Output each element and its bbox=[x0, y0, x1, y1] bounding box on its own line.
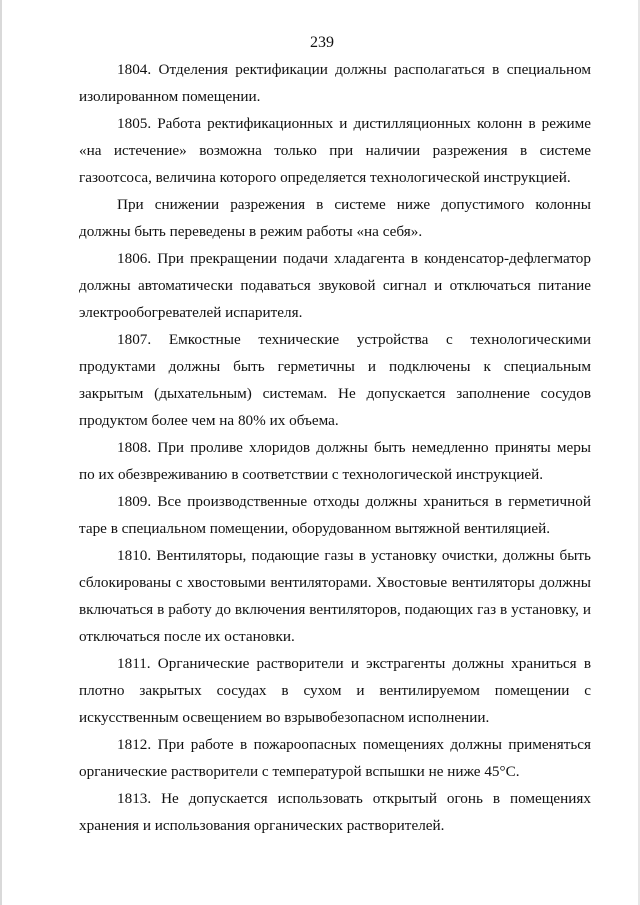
paragraph-1805-continued: При снижении разрежения в системе ниже допустимого колонны должны быть переведены в режим работы «на себя». bbox=[79, 196, 591, 240]
paragraph-1805: 1805. Работа ректификационных и дистилляционных колонн в режиме «на истечение» возможна только при наличии разрежения в системе газоотсоса, величина которого определяется технологической инструкцией. bbox=[79, 115, 591, 186]
paragraph-1812: 1812. При работе в пожароопасных помещениях должны применяться органические растворители с температурой вспышки не ниже 45°С. bbox=[79, 736, 591, 780]
paragraph-1808: 1808. При проливе хлоридов должны быть немедленно приняты меры по их обезвреживанию в соответствии с технологической инструкцией. bbox=[79, 439, 591, 483]
paragraph-1813: 1813. Не допускается использовать открытый огонь в помещениях хранения и использования органических растворителей. bbox=[79, 790, 591, 834]
paragraph-1807: 1807. Емкостные технические устройства с технологическими продуктами должны быть герметичны и подключены к специальным закрытым (дыхательным) системам. Не допускается заполнение сосудов продуктом более чем на 80% их объема. bbox=[79, 331, 591, 429]
document-body bbox=[79, 56, 591, 839]
paragraph-1809: 1809. Все производственные отходы должны храниться в герметичной таре в специальном помещении, оборудованном вытяжной вентиляцией. bbox=[79, 493, 591, 537]
paragraph-1811: 1811. Органические растворители и экстрагенты должны храниться в плотно закрытых сосудах в сухом и вентилируемом помещении с искусственным освещением во взрывобезопасном исполнении. bbox=[79, 655, 591, 726]
paragraph-1806: 1806. При прекращении подачи хладагента в конденсатор-дефлегматор должны автоматически подаваться звуковой сигнал и отключаться питание электрообогревателей испарителя. bbox=[79, 250, 591, 321]
page-number: 239 bbox=[310, 34, 334, 51]
paragraph-1804: 1804. Отделения ректификации должны располагаться в специальном изолированном помещении. bbox=[79, 61, 591, 105]
paragraph-1810: 1810. Вентиляторы, подающие газы в установку очистки, должны быть сблокированы с хвостовыми вентиляторами. Хвостовые вентиляторы должны включаться в работу до включения вентиляторов, подающих газ в установку, и отключаться после их остановки. bbox=[79, 547, 591, 645]
